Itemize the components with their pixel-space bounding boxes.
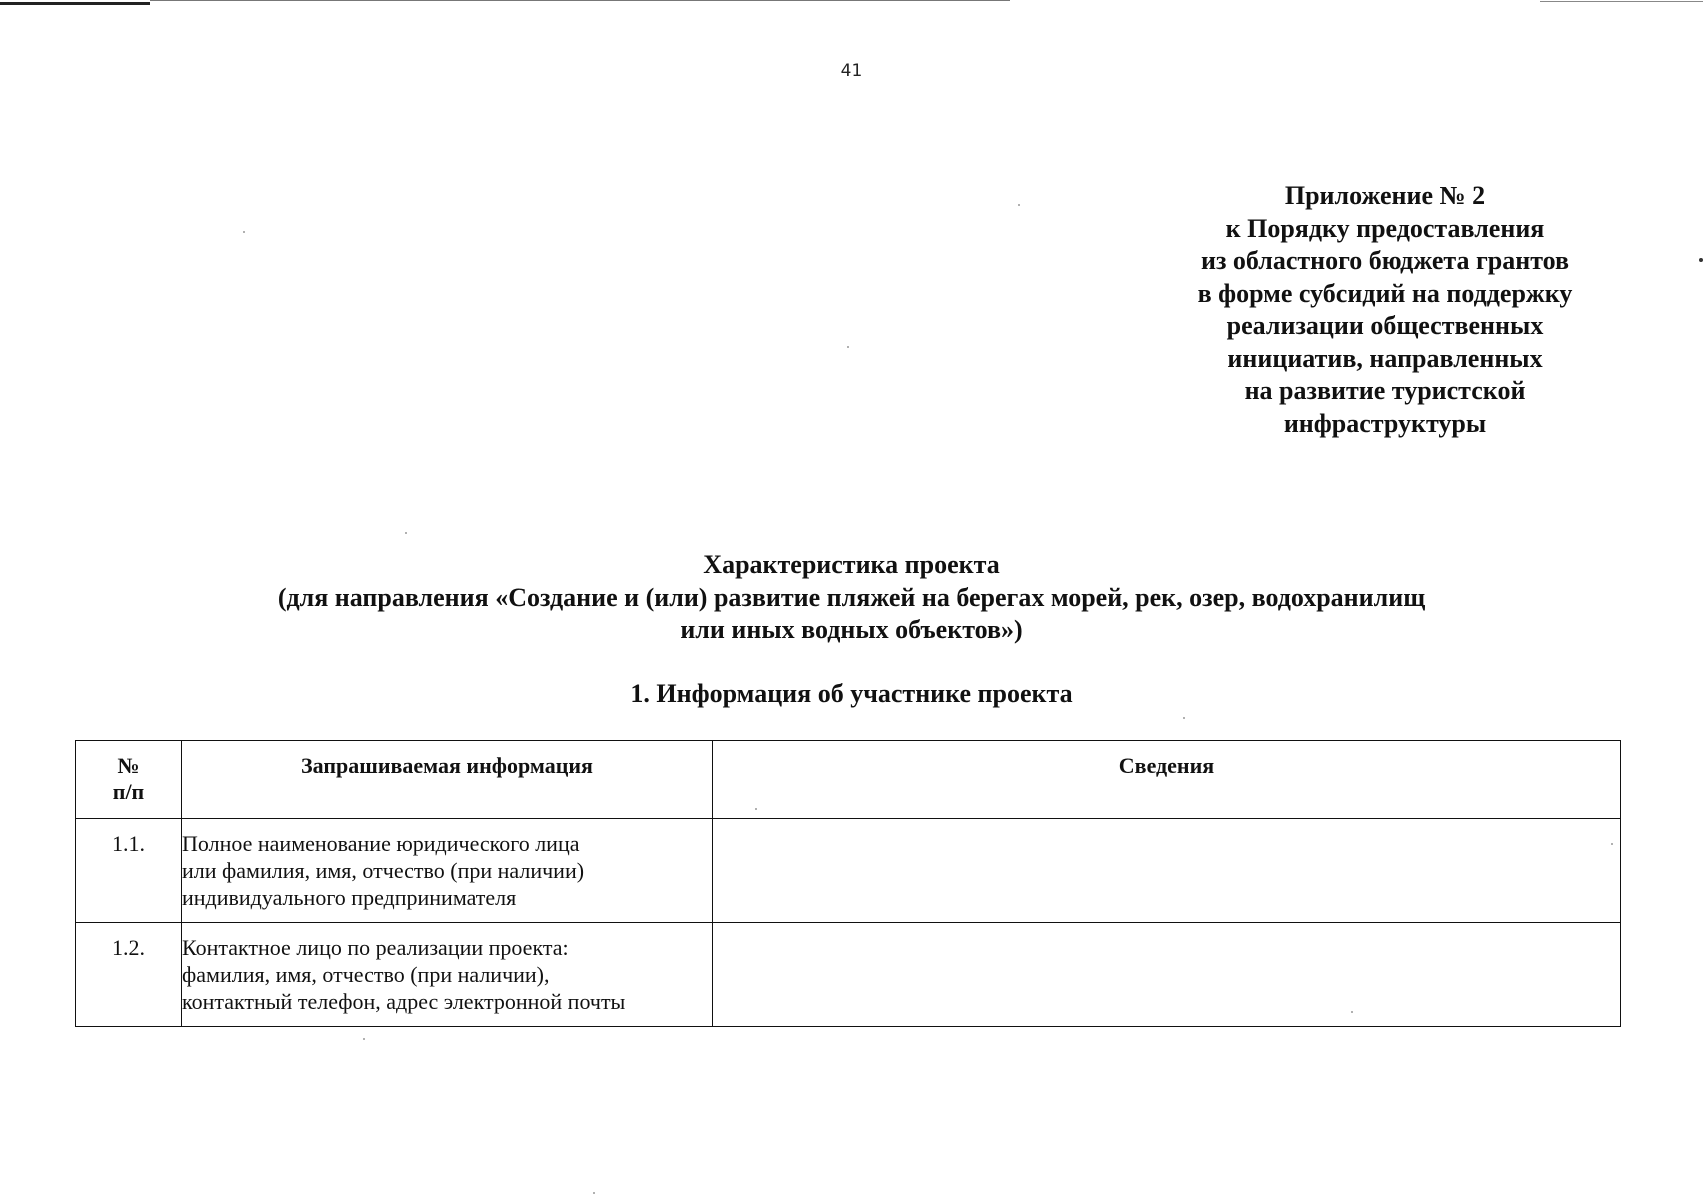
header-number-line: п/п: [112, 779, 145, 804]
document-title: [0, 549, 1703, 647]
scan-speck: [243, 231, 245, 233]
appendix-line: к Порядку предоставления: [1225, 213, 1545, 243]
appendix-line: Приложение № 2: [1284, 181, 1486, 210]
row-text-line: индивидуального предпринимателя: [182, 885, 517, 910]
row-text-line: Контактное лицо по реализации проекта:: [182, 935, 569, 960]
row-details-field[interactable]: [713, 923, 1621, 1027]
scan-edge-mark: [1699, 258, 1703, 262]
table-row: [76, 819, 1621, 923]
scan-border-artifact: [0, 2, 150, 5]
scan-speck: [1611, 843, 1613, 845]
appendix-line: реализации общественных: [1226, 311, 1544, 340]
appendix-block: [1160, 180, 1610, 440]
header-requested-info: Запрашиваемая информация: [182, 741, 713, 819]
scan-speck: [847, 346, 849, 348]
table-row: [76, 923, 1621, 1027]
row-number: 1.2.: [76, 923, 182, 1027]
appendix-line: инфраструктуры: [1283, 408, 1487, 438]
title-line: (для направления «Создание и (или) развитие пляжей на берегах морей, рек, озер, водохранилищ: [277, 582, 1426, 612]
scan-speck: [755, 808, 757, 810]
row-text-line: или фамилия, имя, отчество (при наличии): [182, 858, 585, 883]
header-number-line: №: [117, 753, 140, 778]
scan-speck: [363, 1038, 365, 1040]
row-text-line: контактный телефон, адрес электронной почты: [182, 989, 626, 1014]
header-number: [76, 741, 182, 819]
row-text-line: Полное наименование юридического лица: [182, 831, 580, 856]
appendix-line: из областного бюджета грантов: [1200, 246, 1570, 275]
appendix-line: в форме субсидий на поддержку: [1197, 278, 1573, 308]
title-line: Характеристика проекта: [703, 550, 1000, 579]
scan-border-artifact: [1540, 1, 1703, 2]
row-requested-info: [182, 819, 713, 923]
row-requested-info: [182, 923, 713, 1027]
title-line: или иных водных объектов»): [680, 615, 1023, 644]
page-number: 41: [840, 61, 863, 81]
scan-speck: [1183, 717, 1185, 719]
table-header-row: [76, 741, 1621, 819]
section-heading: 1. Информация об участнике проекта: [630, 679, 1073, 708]
header-details: Сведения: [713, 741, 1621, 819]
scan-speck: [405, 532, 407, 534]
scan-speck: [593, 1192, 595, 1194]
scan-speck: [1351, 1011, 1353, 1013]
row-text-line: фамилия, имя, отчество (при наличии),: [182, 962, 550, 987]
appendix-line: инициатив, направленных: [1227, 343, 1543, 373]
row-number: 1.1.: [76, 819, 182, 923]
scan-border-artifact: [150, 0, 1010, 1]
appendix-line: на развитие туристской: [1244, 376, 1526, 405]
row-details-field[interactable]: [713, 819, 1621, 923]
participant-info-table: [75, 740, 1621, 1027]
scan-speck: [1018, 204, 1020, 206]
